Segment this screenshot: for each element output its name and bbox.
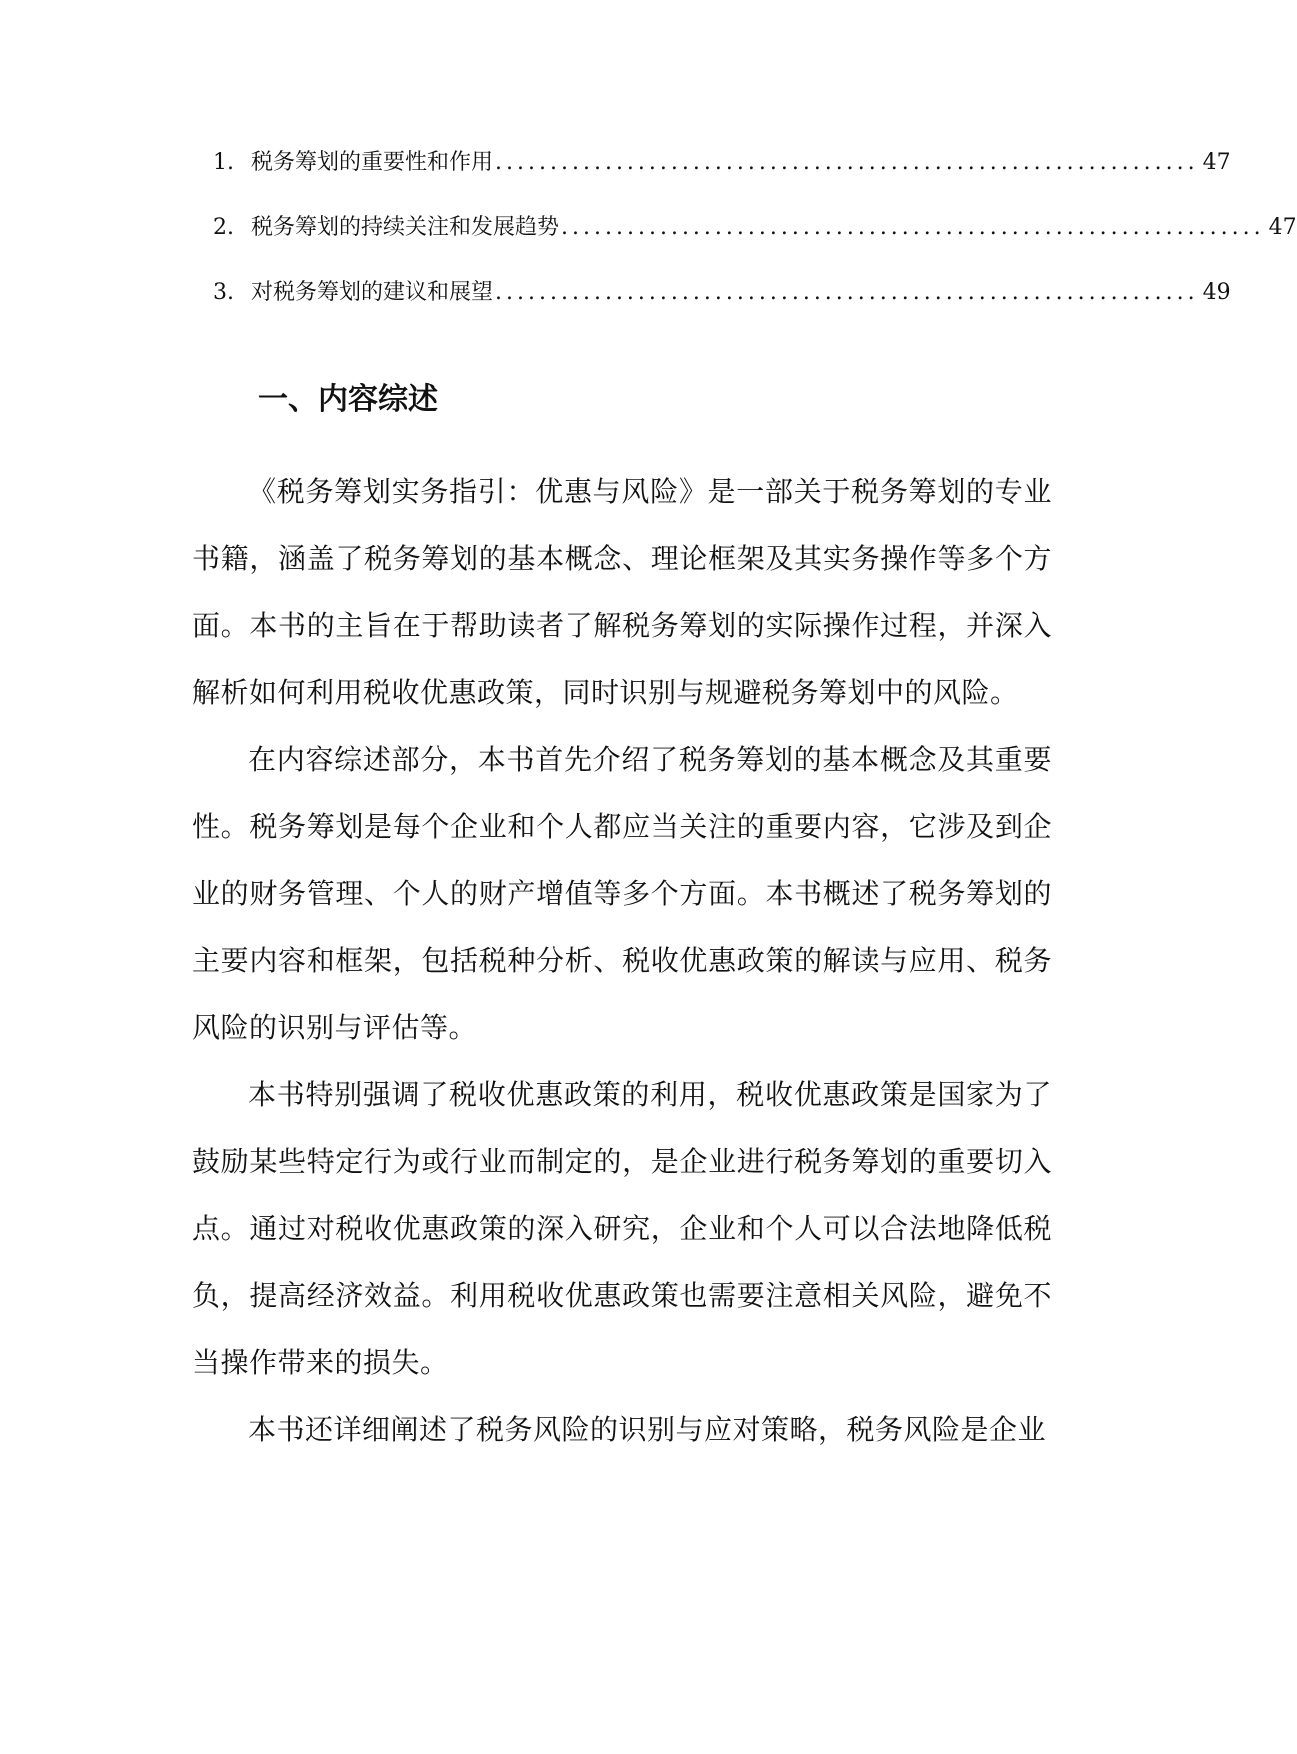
table-of-contents bbox=[213, 148, 1297, 343]
toc-entry-number: 2. bbox=[213, 215, 234, 240]
section-heading: 一、内容综述 bbox=[258, 382, 438, 417]
section-body bbox=[192, 458, 1052, 1463]
toc-entry-page: 49 bbox=[1202, 280, 1231, 305]
toc-entry-page: 47 bbox=[1202, 150, 1231, 175]
toc-entry-title: 对税务筹划的建议和展望 bbox=[251, 280, 494, 305]
toc-entry[interactable] bbox=[213, 278, 1231, 343]
toc-entry-number: 3. bbox=[213, 280, 234, 305]
body-paragraph: 本书特别强调了税收优惠政策的利用，税收优惠政策是国家为了鼓励某些特定行为或行业而制定的，是企业进行税务筹划的重要切入点。通过对税收优惠政策的深入研究，企业和个人可以合法地降低税负，提高经济效益。利用税收优惠政策也需要注意相关风险，避免不当操作带来的损失。 bbox=[192, 1078, 1052, 1379]
toc-entry-title: 税务筹划的重要性和作用 bbox=[251, 150, 494, 175]
toc-entry-page: 47 bbox=[1268, 215, 1297, 240]
toc-leader-dots: ................................................................ bbox=[495, 280, 1199, 305]
body-paragraph: 《税务筹划实务指引：优惠与风险》是一部关于税务筹划的专业书籍，涵盖了税务筹划的基本概念、理论框架及其实务操作等多个方面。本书的主旨在于帮助读者了解税务筹划的实际操作过程，并深入解析如何利用税收优惠政策，同时识别与规避税务筹划中的风险。 bbox=[192, 475, 1052, 709]
toc-entry-title: 税务筹划的持续关注和发展趋势 bbox=[251, 215, 560, 240]
body-paragraph: 本书还详细阐述了税务风险的识别与应对策略，税务风险是企业 bbox=[248, 1413, 1047, 1446]
toc-entry[interactable] bbox=[213, 213, 1297, 278]
toc-entry[interactable] bbox=[213, 148, 1231, 213]
body-paragraph: 在内容综述部分，本书首先介绍了税务筹划的基本概念及其重要性。税务筹划是每个企业和个人都应当关注的重要内容，它涉及到企业的财务管理、个人的财产增值等多个方面。本书概述了税务筹划的主要内容和框架，包括税种分析、税收优惠政策的解读与应用、税务风险的识别与评估等。 bbox=[192, 743, 1052, 1044]
toc-entry-number: 1. bbox=[213, 150, 234, 175]
toc-leader-dots: ................................................................ bbox=[495, 150, 1199, 175]
toc-leader-dots: ................................................................ bbox=[561, 215, 1265, 240]
